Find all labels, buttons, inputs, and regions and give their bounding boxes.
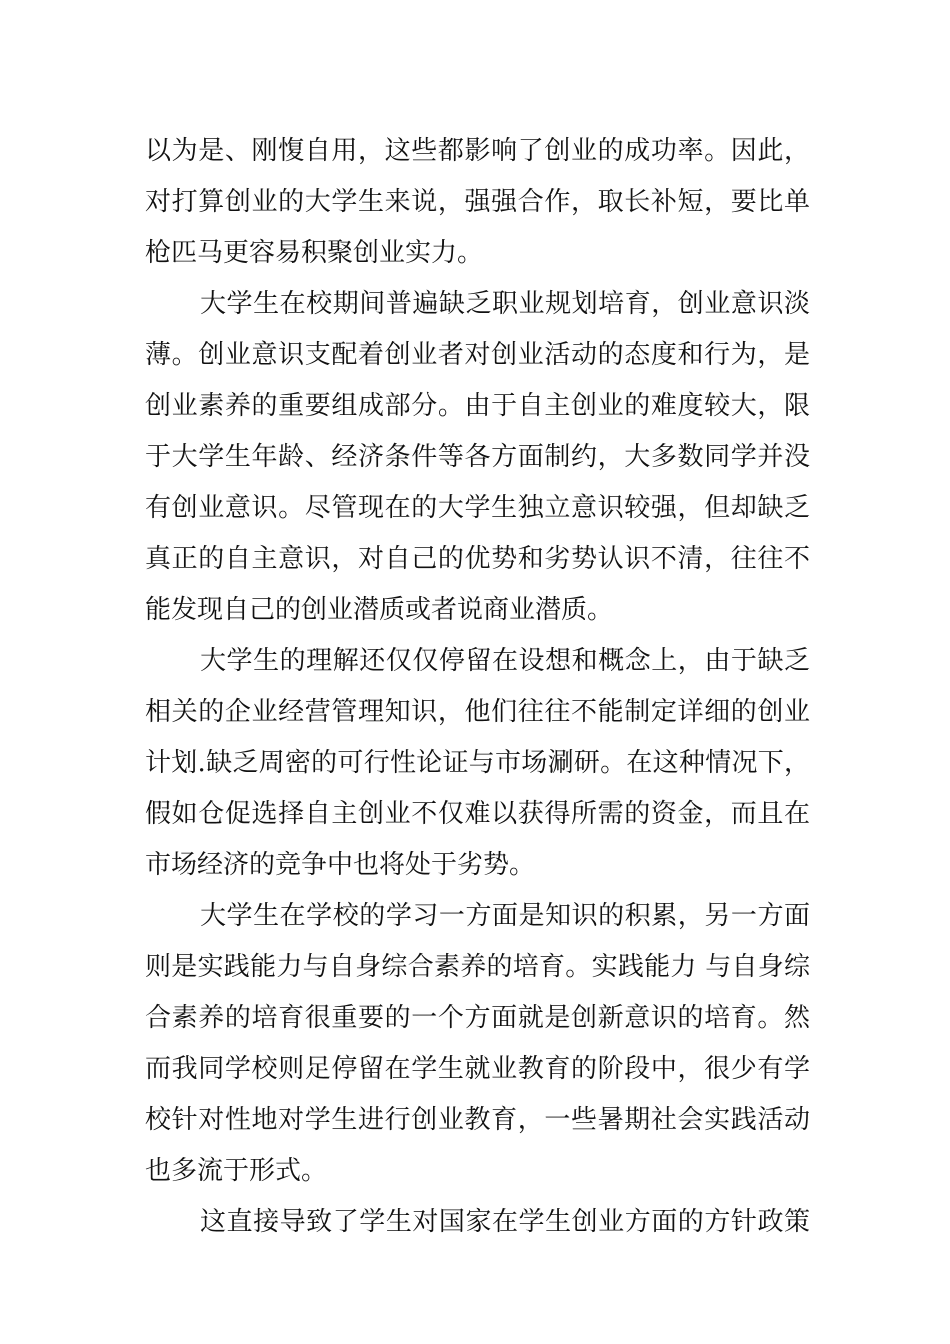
text-line: 合素养的培育很重要的一个方面就是创新意识的培育。然 xyxy=(145,1003,810,1033)
text-line: 大学生在校期间普遍缺乏职业规划培育，创业意识淡 xyxy=(200,289,810,319)
text-line: 创业素养的重要组成部分。由于自主创业的难度较大，限 xyxy=(145,391,810,421)
text-line: 假如仓促选择自主创业不仅难以获得所需的资金，而且在 xyxy=(145,799,810,829)
paragraph xyxy=(145,636,810,891)
text-line: 也多流于形式。 xyxy=(145,1156,328,1186)
paragraph xyxy=(145,891,810,1197)
document-body xyxy=(145,126,810,1248)
text-line: 校针对性地对学生进行创业教育，一些暑期社会实践活动 xyxy=(145,1105,810,1135)
text-line: 有创业意识。尽管现在的大学生独立意识较强，但却缺乏 xyxy=(145,493,810,523)
text-line: 枪匹马更容易积聚创业实力。 xyxy=(145,238,484,268)
text-line: 于大学生年龄、经济条件等各方面制约，大多数同学并没 xyxy=(145,442,810,472)
text-line: 市场经济的竞争中也将处于劣势。 xyxy=(145,850,536,880)
text-line: 对打算创业的大学生来说，强强合作，取长补短，要比单 xyxy=(145,187,810,217)
paragraph xyxy=(145,126,810,279)
text-line: 能发现自己的创业潜质或者说商业潜质。 xyxy=(145,595,614,625)
text-line: 真正的自主意识，对自己的优势和劣势认识不清，往往不 xyxy=(145,544,810,574)
text-line: 计划.缺乏周密的可行性论证与市场涮研。在这种情况下， xyxy=(145,748,810,778)
text-line: 大学生的理解还仅仅停留在设想和概念上，由于缺乏 xyxy=(200,646,810,676)
text-line: 而我同学校则足停留在学生就业教育的阶段中，很少有学 xyxy=(145,1054,810,1084)
paragraph xyxy=(145,1197,810,1248)
text-line: 相关的企业经营管理知识，他们往往不能制定详细的创业 xyxy=(145,697,810,727)
text-line: 薄。创业意识支配着创业者对创业活动的态度和行为，是 xyxy=(145,340,810,370)
text-line: 大学生在学校的学习一方面是知识的积累，另一方面 xyxy=(200,901,810,931)
text-line: 以为是、刚愎自用，这些都影响了创业的成功率。因此， xyxy=(145,136,810,166)
text-line: 这直接导致了学生对国家在学生创业方面的方针政策 xyxy=(200,1207,810,1237)
text-line: 则是实践能力与自身综合素养的培育。实践能力 与自身综 xyxy=(145,952,810,982)
paragraph xyxy=(145,279,810,636)
